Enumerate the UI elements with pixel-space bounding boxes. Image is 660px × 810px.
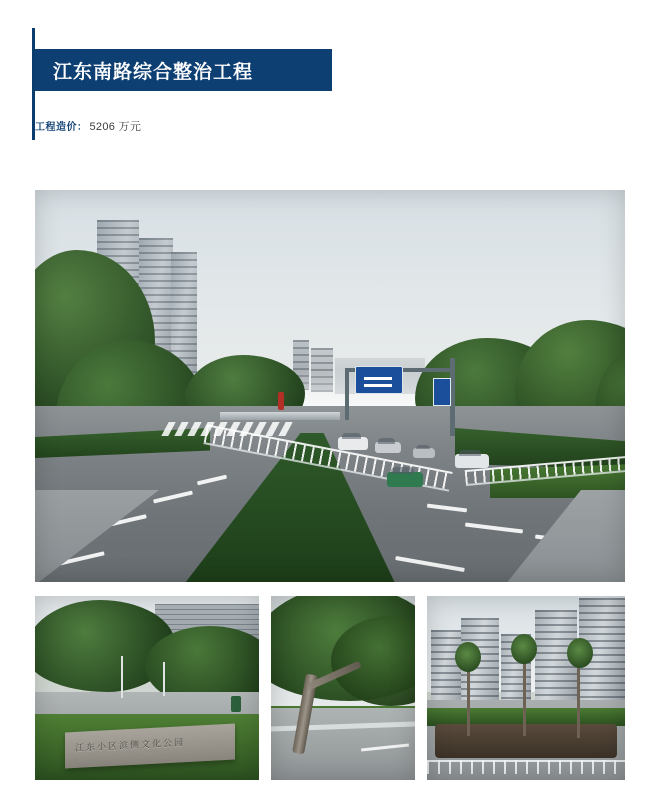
main-road-photo — [35, 190, 625, 582]
vehicle — [413, 448, 435, 458]
lamp-post — [163, 662, 165, 696]
plaza-highrise-photo — [427, 596, 625, 780]
vehicle — [375, 442, 401, 453]
project-title-band — [35, 49, 332, 91]
cost-value: 5206 万元 — [89, 121, 142, 133]
stone-inscription: 江东小区滨侧文化公园 — [75, 737, 186, 753]
directional-sign — [355, 366, 403, 394]
park-scene — [35, 596, 259, 780]
lamp-post — [121, 656, 123, 698]
tree-planter-bed — [435, 724, 617, 758]
vehicle — [338, 437, 368, 450]
plaza-guardrail — [427, 760, 625, 774]
vehicle — [387, 472, 423, 487]
park-stone-photo — [35, 596, 259, 780]
road-scene — [35, 190, 625, 582]
plaza-scene — [427, 596, 625, 780]
sign-gantry-post — [345, 368, 349, 420]
pedestrian-overpass — [220, 412, 340, 420]
project-cost — [35, 118, 141, 134]
highrise-tower — [431, 630, 461, 706]
street-tree-scene — [271, 596, 415, 780]
sapling-foliage — [567, 638, 593, 668]
sapling-foliage — [511, 634, 537, 664]
cost-label: 工程造价： — [35, 122, 88, 133]
tree-pavement-photo — [271, 596, 415, 780]
vehicle — [455, 454, 489, 468]
trash-bin — [231, 696, 241, 712]
page-title: 江东南路综合整治工程 — [53, 61, 254, 83]
traffic-light — [278, 392, 284, 410]
sapling-foliage — [455, 642, 481, 672]
directional-sign — [433, 378, 451, 406]
